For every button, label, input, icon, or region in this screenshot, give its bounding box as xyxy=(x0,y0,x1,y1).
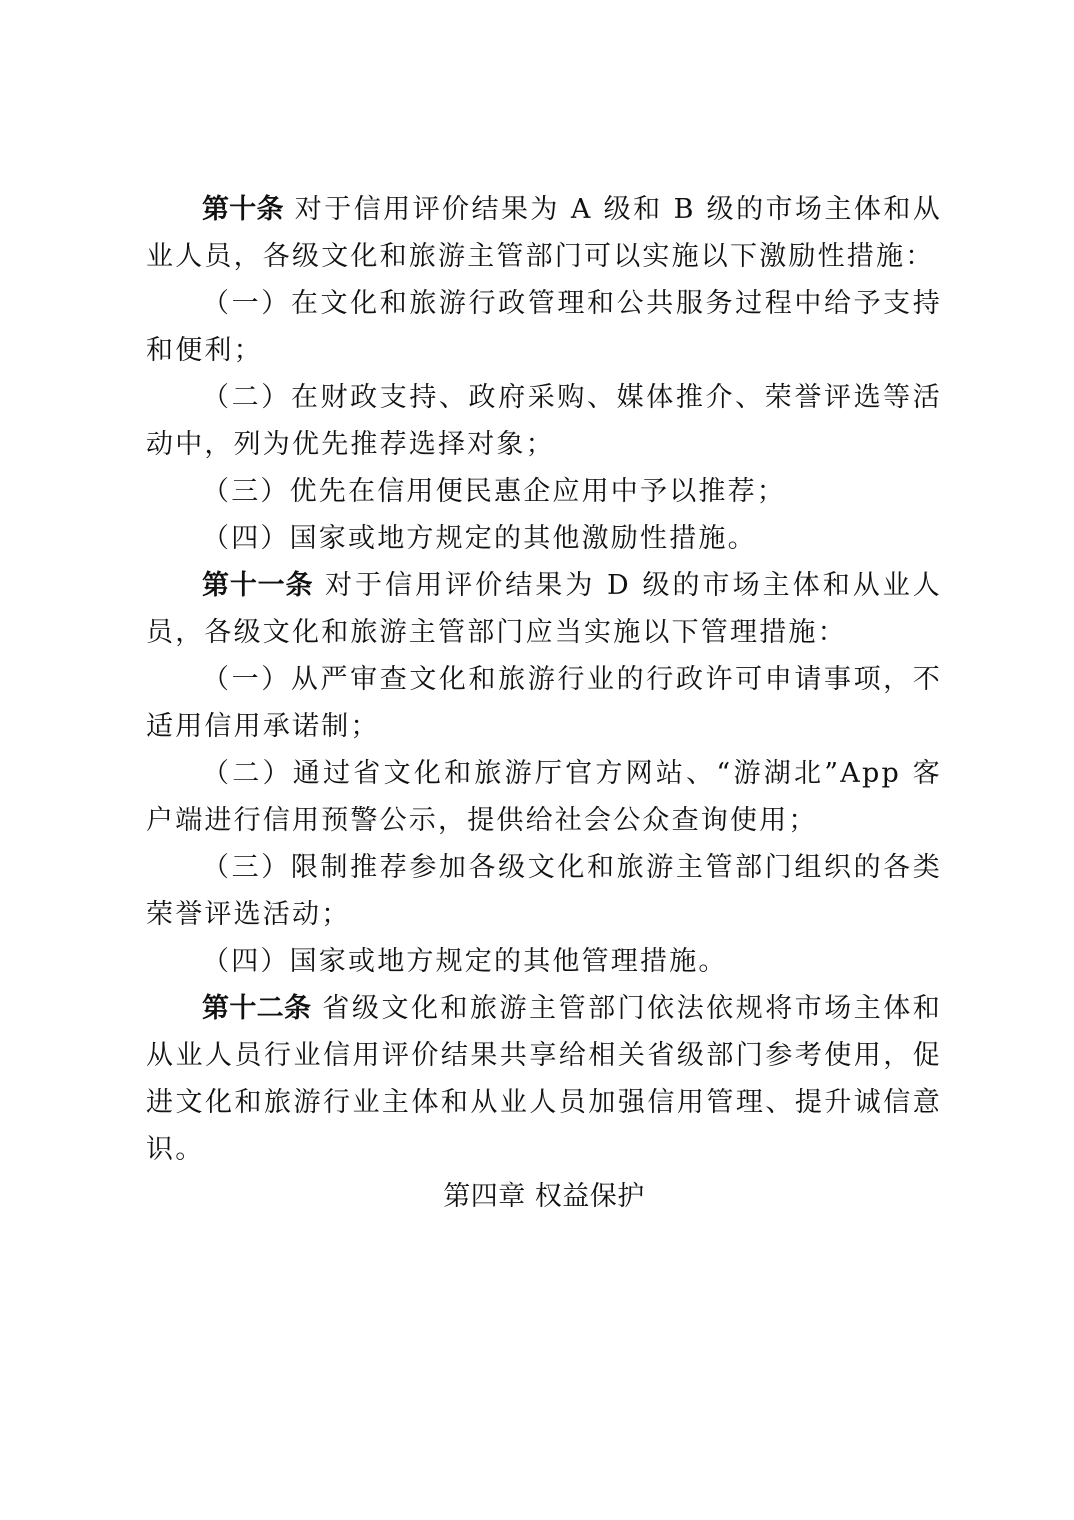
article-10-item-4: （四）国家或地方规定的其他激励性措施。 xyxy=(202,523,757,554)
article-11-item-1: （一）从严审查文化和旅游行业的行政许可申请事项，不适用信用承诺制； xyxy=(146,664,942,742)
article-12-intro: 省级文化和旅游主管部门依法依规将市场主体和从业人员行业信用评价结果共享给相关省级部门参考使用，促进文化和旅游行业主体和从业人员加强信用管理、提升诚信意识。 xyxy=(146,993,943,1165)
article-10-item-3: （三）优先在信用便民惠企应用中予以推荐； xyxy=(202,476,786,507)
article-12 xyxy=(146,985,942,1173)
article-11-label: 第十一条 xyxy=(202,570,314,601)
article-11-item-3: （三）限制推荐参加各级文化和旅游主管部门组织的各类荣誉评选活动； xyxy=(146,852,942,930)
article-11 xyxy=(146,562,942,656)
chapter-heading: 第四章 权益保护 xyxy=(443,1181,645,1212)
article-12-label: 第十二条 xyxy=(202,993,312,1024)
document-page xyxy=(146,186,942,1220)
article-11-item-4: （四）国家或地方规定的其他管理措施。 xyxy=(202,946,728,977)
article-10-intro: 对于信用评价结果为 A 级和 B 级的市场主体和从业人员，各级文化和旅游主管部门可以实施以下激励性措施： xyxy=(146,194,943,272)
article-10-item-2: （二）在财政支持、政府采购、媒体推介、荣誉评选等活动中，列为优先推荐选择对象； xyxy=(146,382,942,460)
article-10-item-1: （一）在文化和旅游行政管理和公共服务过程中给予支持和便利； xyxy=(146,288,942,366)
article-10-label: 第十条 xyxy=(202,194,284,225)
article-11-intro: 对于信用评价结果为 D 级的市场主体和从业人员，各级文化和旅游主管部门应当实施以下管理措施： xyxy=(146,570,943,648)
article-11-item-2: （二）通过省文化和旅游厅官方网站、“游湖北”App 客户端进行信用预警公示，提供给社会公众查询使用； xyxy=(146,758,942,836)
article-10 xyxy=(146,186,942,280)
